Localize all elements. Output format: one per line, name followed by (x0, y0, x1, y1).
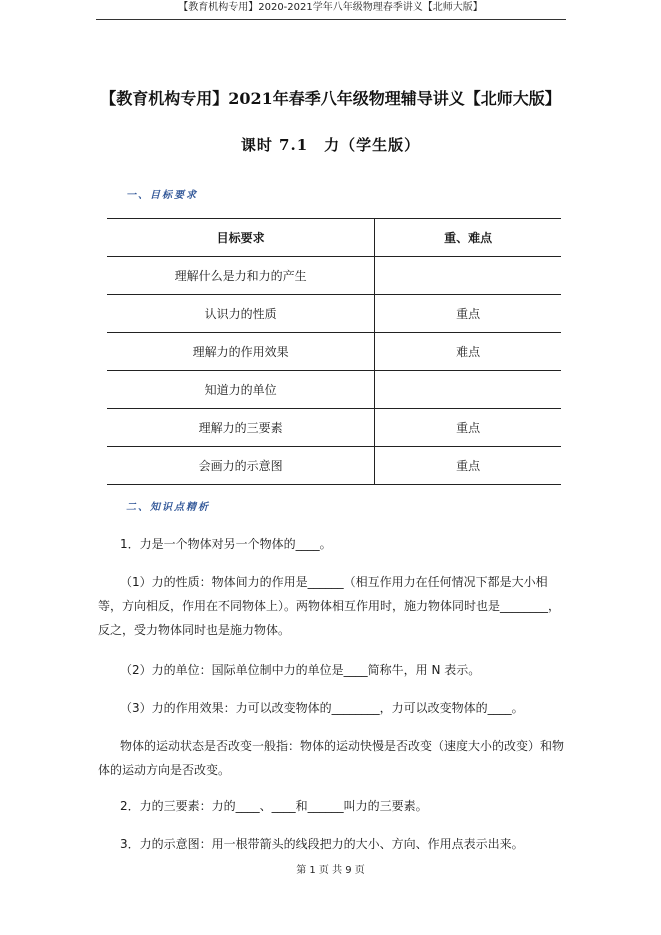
goals-table (107, 218, 561, 485)
knowledge-section-heading: 二、知识点精析 (126, 502, 210, 513)
header-divider (96, 19, 566, 20)
page-header: 【教育机构专用】2020-2021学年八年级物理春季讲义【北师大版】 (178, 2, 483, 13)
paragraph-force-effect: （3）力的作用效果：力可以改变物体的________，力可以改变物体的____。 (120, 701, 524, 715)
table-row (107, 371, 561, 409)
table-cell (375, 257, 561, 295)
table-row (107, 333, 561, 371)
paragraph-force-unit: （2）力的单位：国际单位制中力的单位是____简称牛，用 N 表示。 (120, 663, 481, 677)
table-row (107, 447, 561, 485)
paragraph-three-elements: 2．力的三要素：力的____、____和______叫力的三要素。 (120, 799, 428, 813)
table-cell: 认识力的性质 (107, 295, 375, 333)
table-cell: 理解什么是力和力的产生 (107, 257, 375, 295)
table-cell: 理解力的作用效果 (107, 333, 375, 371)
table-header-cell: 目标要求 (107, 219, 375, 257)
lesson-title: 课时 7.1 力（学生版） (240, 136, 421, 154)
table-cell: 重点 (375, 409, 561, 447)
table-cell: 理解力的三要素 (107, 409, 375, 447)
table-header-cell: 重、难点 (375, 219, 561, 257)
table-cell (375, 371, 561, 409)
table-cell: 难点 (375, 333, 561, 371)
page-footer: 第 1 页 共 9 页 (296, 865, 365, 876)
document-title: 【教育机构专用】2021年春季八年级物理辅导讲义【北师大版】 (100, 89, 561, 108)
table-cell: 重点 (375, 447, 561, 485)
paragraph-force-property: （1）力的性质：物体间力的作用是______（相互作用力在任何情况下都是大小相等，方向相反，作用在不同物体上）。两物体相互作用时，施力物体同时也是________，反之，受力物体同时也是施力物体。 (98, 575, 561, 637)
table-row (107, 409, 561, 447)
table-cell: 重点 (375, 295, 561, 333)
table-row (107, 295, 561, 333)
paragraph-force-diagram: 3．力的示意图：用一根带箭头的线段把力的大小、方向、作用点表示出来。 (120, 837, 524, 851)
table-header-row (107, 219, 561, 257)
goals-section-heading: 一、目标要求 (126, 190, 198, 201)
paragraph-force-definition: 1．力是一个物体对另一个物体的____。 (120, 537, 332, 551)
table-cell: 知道力的单位 (107, 371, 375, 409)
paragraph-motion-state: 物体的运动状态是否改变一般指：物体的运动快慢是否改变（速度大小的改变）和物体的运动方向是否改变。 (98, 739, 565, 777)
table-cell: 会画力的示意图 (107, 447, 375, 485)
table-row (107, 257, 561, 295)
